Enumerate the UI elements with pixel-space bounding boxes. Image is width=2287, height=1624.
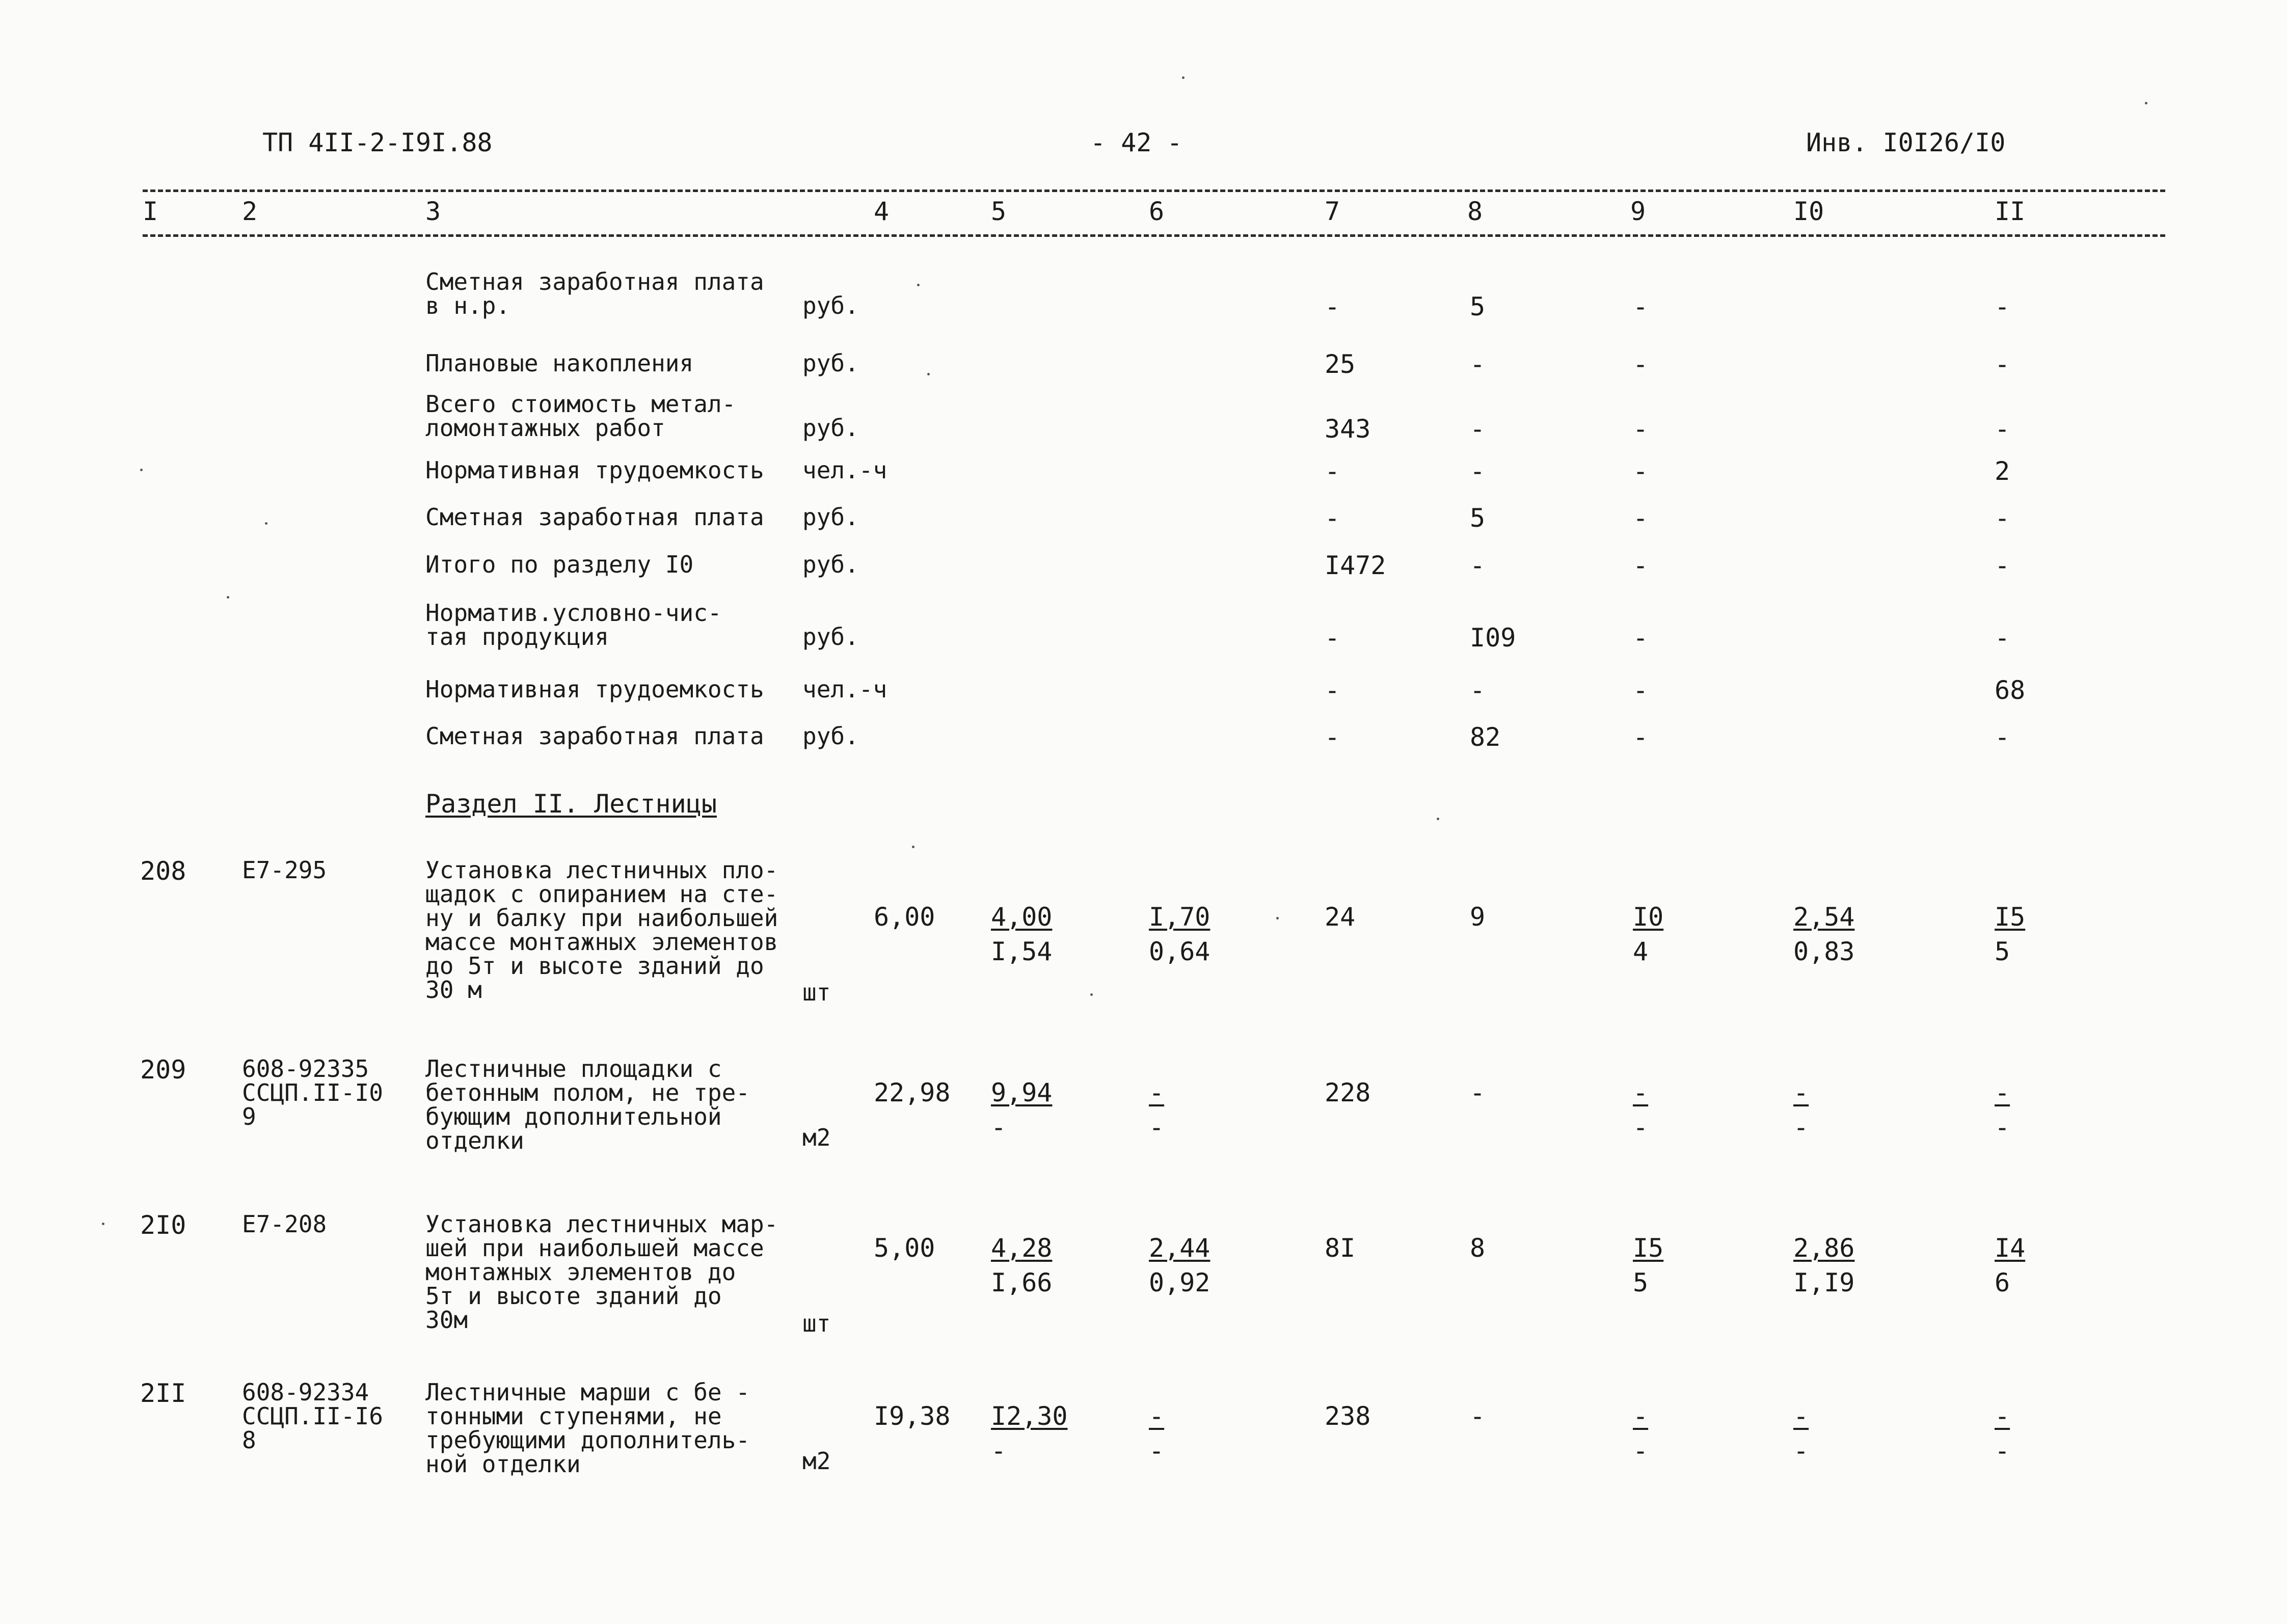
item-col5-denominator: I,66: [991, 1268, 1053, 1297]
scan-speck: [1276, 917, 1279, 919]
item-col9-numerator: I5: [1633, 1233, 1664, 1263]
summary-row-col8: 5: [1470, 292, 1486, 321]
column-header-9: 9: [1630, 197, 1646, 226]
item-number: 209: [140, 1055, 186, 1085]
item-code: Е7-208: [242, 1210, 327, 1238]
column-header-2: 2: [242, 197, 258, 226]
summary-row-col9: -: [1633, 551, 1649, 580]
item-col9-denominator: 5: [1633, 1268, 1649, 1297]
column-header-10: I0: [1793, 197, 1824, 226]
summary-row-col8: -: [1470, 551, 1486, 580]
item-col5: [991, 1080, 1052, 1140]
item-col9-numerator: I0: [1633, 902, 1664, 932]
item-col5-denominator: I,54: [991, 937, 1053, 966]
item-col5: [991, 1403, 1068, 1464]
summary-row-unit: руб.: [802, 551, 859, 578]
item-col10-denominator: I,I9: [1793, 1268, 1855, 1297]
item-unit: м2: [802, 1447, 831, 1475]
summary-row-col7: -: [1325, 503, 1340, 533]
item-col6-denominator: 0,64: [1149, 937, 1210, 966]
item-col5-numerator: 4,28: [991, 1233, 1053, 1263]
item-col9-denominator: 4: [1633, 937, 1649, 966]
inventory-number: Инв. I0I26/I0: [1806, 128, 2006, 157]
item-col11: [1995, 1080, 2010, 1140]
item-col10-denominator: 0,83: [1793, 937, 1855, 966]
summary-row-unit: руб.: [802, 503, 859, 531]
item-col8: 9: [1470, 902, 1486, 932]
summary-row-col9: -: [1633, 503, 1649, 533]
item-col9: [1633, 1080, 1648, 1140]
summary-row-col9: -: [1633, 414, 1649, 444]
item-col8: -: [1470, 1078, 1486, 1107]
scan-speck: [1437, 818, 1439, 820]
item-col8: -: [1470, 1401, 1486, 1431]
item-col5-numerator: 9,94: [991, 1078, 1053, 1107]
summary-row-unit: руб.: [802, 414, 859, 442]
summary-row-col8: -: [1470, 456, 1486, 486]
summary-row-col11: -: [1995, 414, 2010, 444]
scan-speck: [1090, 993, 1093, 996]
item-col11-numerator: -: [1995, 1078, 2010, 1107]
summary-row-col8: -: [1470, 675, 1486, 705]
header-top-rule: [143, 190, 2165, 192]
item-col5-numerator: I2,30: [991, 1401, 1068, 1431]
item-col6: [1149, 1235, 1210, 1295]
summary-row-unit: руб.: [802, 292, 859, 319]
column-header-11: II: [1995, 197, 2026, 226]
summary-row-col7: I472: [1325, 551, 1386, 580]
item-col10-denominator: -: [1793, 1436, 1809, 1466]
item-col6: [1149, 1403, 1164, 1464]
summary-row-label: Итого по разделу I0: [425, 551, 694, 578]
summary-row-col7: -: [1325, 623, 1340, 653]
item-col6-denominator: -: [1149, 1436, 1165, 1466]
summary-row-unit: руб.: [802, 722, 859, 750]
summary-row-col11: -: [1995, 623, 2010, 653]
item-col7: 238: [1325, 1401, 1371, 1431]
item-number: 2II: [140, 1378, 186, 1408]
item-col7: 24: [1325, 902, 1356, 932]
item-col9: [1633, 904, 1663, 964]
item-col5-denominator: -: [991, 1436, 1007, 1466]
summary-row-col7: 343: [1325, 414, 1371, 444]
scan-speck: [927, 373, 930, 375]
summary-row-col9: -: [1633, 456, 1649, 486]
item-col5: [991, 1235, 1052, 1295]
summary-row-unit: чел.-ч: [802, 675, 887, 703]
summary-row-col11: -: [1995, 722, 2010, 752]
summary-row-unit: руб.: [802, 349, 859, 377]
summary-row-col11: 68: [1995, 675, 2026, 705]
item-description: Установка лестничных пло- щадок с опиранием на сте- ну и балку при наибольшей массе монтажных элементов до 5т и высоте зданий до 30 м: [425, 856, 778, 1004]
summary-row-col11: -: [1995, 551, 2010, 580]
item-col6-numerator: -: [1149, 1078, 1165, 1107]
column-header-8: 8: [1467, 197, 1483, 226]
item-col9-denominator: -: [1633, 1113, 1649, 1142]
item-number: 2I0: [140, 1210, 186, 1240]
summary-row-col7: -: [1325, 456, 1340, 486]
item-col9-denominator: -: [1633, 1436, 1649, 1466]
summary-row-col11: 2: [1995, 456, 2010, 486]
item-col10-numerator: -: [1793, 1401, 1809, 1431]
summary-row-unit: чел.-ч: [802, 456, 887, 484]
item-col11: [1995, 904, 2025, 964]
summary-row-col11: -: [1995, 349, 2010, 379]
item-col5-numerator: 4,00: [991, 902, 1053, 932]
item-col10-numerator: -: [1793, 1078, 1809, 1107]
item-col10-numerator: 2,86: [1793, 1233, 1855, 1263]
item-col7: 8I: [1325, 1233, 1356, 1263]
summary-row-col7: -: [1325, 722, 1340, 752]
summary-row-col7: 25: [1325, 349, 1356, 379]
summary-row-col9: -: [1633, 349, 1649, 379]
item-quantity: 22,98: [874, 1078, 951, 1107]
item-col11-denominator: 5: [1995, 937, 2010, 966]
summary-row-col11: -: [1995, 292, 2010, 321]
summary-row-col9: -: [1633, 623, 1649, 653]
item-col11-denominator: 6: [1995, 1268, 2010, 1297]
scan-speck: [1182, 76, 1185, 79]
scan-speck: [227, 596, 229, 599]
item-col11-numerator: I5: [1995, 902, 2026, 932]
item-col11-numerator: I4: [1995, 1233, 2026, 1263]
scan-speck: [265, 522, 267, 525]
item-code: Е7-295: [242, 856, 327, 884]
item-col9: [1633, 1403, 1648, 1464]
scan-speck: [2145, 102, 2147, 104]
section-title: Раздел II. Лестницы: [425, 789, 717, 819]
item-quantity: I9,38: [874, 1401, 951, 1431]
item-col11-denominator: -: [1995, 1113, 2010, 1142]
summary-row-col7: -: [1325, 292, 1340, 321]
item-col11-numerator: -: [1995, 1401, 2010, 1431]
item-col7: 228: [1325, 1078, 1371, 1107]
item-code: 608-92334 ССЦП.II-I6 8: [242, 1378, 383, 1454]
item-unit: шт: [802, 979, 831, 1006]
item-unit: шт: [802, 1310, 831, 1337]
header-bottom-rule: [143, 234, 2165, 237]
item-number: 208: [140, 856, 186, 886]
column-header-3: 3: [425, 197, 441, 226]
item-col6-numerator: -: [1149, 1401, 1165, 1431]
summary-row-col8: -: [1470, 414, 1486, 444]
item-quantity: 6,00: [874, 902, 935, 932]
item-col10-denominator: -: [1793, 1113, 1809, 1142]
summary-row-unit: руб.: [802, 623, 859, 651]
summary-row-label: Сметная заработная плата: [425, 722, 764, 750]
item-col6-numerator: 2,44: [1149, 1233, 1210, 1263]
summary-row-col9: -: [1633, 675, 1649, 705]
item-quantity: 5,00: [874, 1233, 935, 1263]
item-col9-numerator: -: [1633, 1078, 1649, 1107]
page-number: - 42 -: [1090, 128, 1182, 157]
summary-row-label: Сметная заработная плата в н.р.: [425, 268, 764, 319]
item-col6: [1149, 1080, 1164, 1140]
summary-row-label: Плановые накопления: [425, 349, 694, 377]
item-description: Лестничные марши с бе - тонными ступенями, не требующими дополнитель- ной отделки: [425, 1378, 750, 1478]
item-col8: 8: [1470, 1233, 1486, 1263]
column-header-7: 7: [1325, 197, 1340, 226]
column-header-1: I: [143, 197, 158, 226]
item-col6-numerator: I,70: [1149, 902, 1210, 932]
scan-speck: [917, 284, 920, 286]
item-unit: м2: [802, 1124, 831, 1151]
item-col10: [1793, 904, 1854, 964]
summary-row-col8: I09: [1470, 623, 1516, 653]
document-code: ТП 4II-2-I9I.88: [262, 128, 493, 157]
column-header-4: 4: [874, 197, 890, 226]
summary-row-label: Нормативная трудоемкость: [425, 456, 764, 484]
summary-row-col8: 5: [1470, 503, 1486, 533]
item-col10: [1793, 1403, 1809, 1464]
summary-row-col9: -: [1633, 722, 1649, 752]
item-col11-denominator: -: [1995, 1436, 2010, 1466]
item-col5: [991, 904, 1052, 964]
scan-speck: [912, 846, 914, 848]
item-description: Лестничные площадки с бетонным полом, не тре- бующим дополнительной отделки: [425, 1055, 750, 1154]
summary-row-col8: -: [1470, 349, 1486, 379]
item-col10: [1793, 1080, 1809, 1140]
summary-row-col9: -: [1633, 292, 1649, 321]
scan-speck: [102, 1223, 104, 1225]
summary-row-label: Всего стоимость метал- ломонтажных работ: [425, 390, 736, 442]
item-code: 608-92335 ССЦП.II-I0 9: [242, 1055, 383, 1130]
item-col9-numerator: -: [1633, 1401, 1649, 1431]
item-col11: [1995, 1403, 2010, 1464]
scan-speck: [140, 469, 143, 471]
item-col10: [1793, 1235, 1854, 1295]
summary-row-col7: -: [1325, 675, 1340, 705]
summary-row-label: Нормативная трудоемкость: [425, 675, 764, 703]
item-col6: [1149, 904, 1210, 964]
item-col10-numerator: 2,54: [1793, 902, 1855, 932]
item-description: Установка лестничных мар- шей при наибольшей массе монтажных элементов до 5т и высоте зданий до 30м: [425, 1210, 778, 1334]
summary-row-label: Норматив.условно-чис- тая продукция: [425, 599, 722, 651]
item-col6-denominator: 0,92: [1149, 1268, 1210, 1297]
item-col5-denominator: -: [991, 1113, 1007, 1142]
item-col9: [1633, 1235, 1663, 1295]
column-header-6: 6: [1149, 197, 1165, 226]
summary-row-col11: -: [1995, 503, 2010, 533]
summary-row-label: Сметная заработная плата: [425, 503, 764, 531]
item-col11: [1995, 1235, 2025, 1295]
column-header-5: 5: [991, 197, 1007, 226]
item-col6-denominator: -: [1149, 1113, 1165, 1142]
summary-row-col8: 82: [1470, 722, 1501, 752]
